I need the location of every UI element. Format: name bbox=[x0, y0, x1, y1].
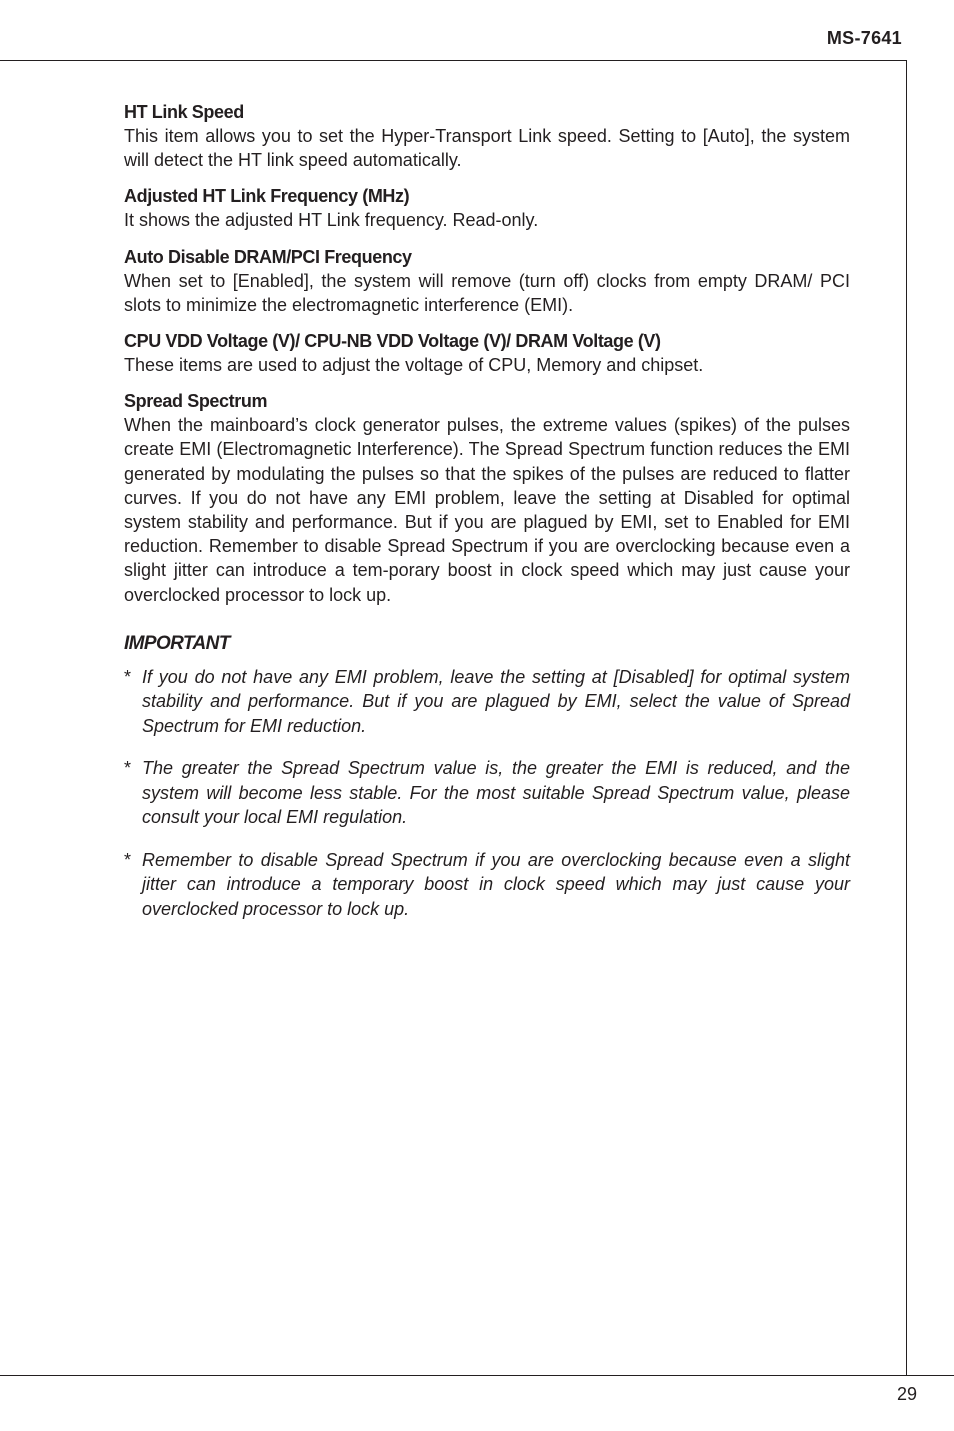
important-title: IMPORTANT bbox=[124, 632, 230, 654]
note-bullet: * bbox=[124, 849, 132, 870]
section-heading: Auto Disable DRAM/PCI Frequency bbox=[124, 246, 412, 267]
section-voltages bbox=[124, 329, 850, 377]
important-note bbox=[124, 665, 850, 739]
section-heading: CPU VDD Voltage (V)/ CPU-NB VDD Voltage (V)/ DRAM Voltage (V) bbox=[124, 331, 661, 352]
section-heading: Adjusted HT Link Frequency (MHz) bbox=[124, 186, 410, 207]
important-notes bbox=[124, 665, 850, 922]
model-header: MS-7641 bbox=[826, 28, 902, 48]
section-body: These items are used to adjust the voltage of CPU, Memory and chipset. bbox=[124, 355, 704, 376]
note-text: Remember to disable Spread Spectrum if you are overclocking because even a slight jitter can introduce a temporary boost in clock speed which may just cause your overclocked processor to lock up. bbox=[142, 849, 850, 919]
note-text: The greater the Spread Spectrum value is, the greater the EMI is reduced, and the system will become less stable. For the most suitable Spread Spectrum value, please consult your local EMI regulation. bbox=[142, 758, 850, 828]
important-note bbox=[124, 848, 850, 922]
section-heading: Spread Spectrum bbox=[124, 391, 268, 412]
section-adjusted-ht-link-frequency bbox=[124, 184, 850, 232]
section-body: When the mainboard’s clock generator pulses, the extreme values (spikes) of the pulses create EMI (Electromagnetic Interference). The Spread Spectrum function reduces the EMI generated by modulating the pulses so that the spikes of the pulses are reduced to flatter curves. If you do not have any EMI problem, leave the setting at Disabled for optimal system stability and performance. But if you are plagued by EMI, set to Enabled for EMI reduction. Remember to disable Spread Spectrum if you are overclocking because even a slight jitter can introduce a tem-porary boost in clock speed which may just cause your overclocked processor to lock up. bbox=[124, 415, 850, 605]
note-bullet: * bbox=[124, 758, 132, 779]
section-auto-disable-dram-pci bbox=[124, 245, 850, 317]
section-ht-link-speed bbox=[124, 100, 850, 172]
page-number: 29 bbox=[896, 1384, 917, 1404]
important-note bbox=[124, 756, 850, 830]
header-rule bbox=[0, 60, 907, 61]
margin-rule bbox=[906, 60, 907, 1376]
section-heading: HT Link Speed bbox=[124, 102, 244, 122]
section-body: It shows the adjusted HT Link frequency. Read-only. bbox=[124, 210, 539, 231]
page-content bbox=[124, 100, 850, 939]
section-body: This item allows you to set the Hyper-Transport Link speed. Setting to [Auto], the system will detect the HT link speed automatically. bbox=[124, 126, 850, 171]
footer-rule bbox=[0, 1375, 954, 1376]
note-text: If you do not have any EMI problem, leave the setting at [Disabled] for optimal system stability and performance. But if you are plagued by EMI, select the value of Spread Spectrum for EMI reduction. bbox=[142, 666, 850, 736]
section-body: When set to [Enabled], the system will remove (turn off) clocks from empty DRAM/ PCI slots to minimize the electromagnetic interference (EMI). bbox=[124, 270, 850, 315]
section-spread-spectrum bbox=[124, 389, 850, 607]
note-bullet: * bbox=[124, 666, 132, 687]
